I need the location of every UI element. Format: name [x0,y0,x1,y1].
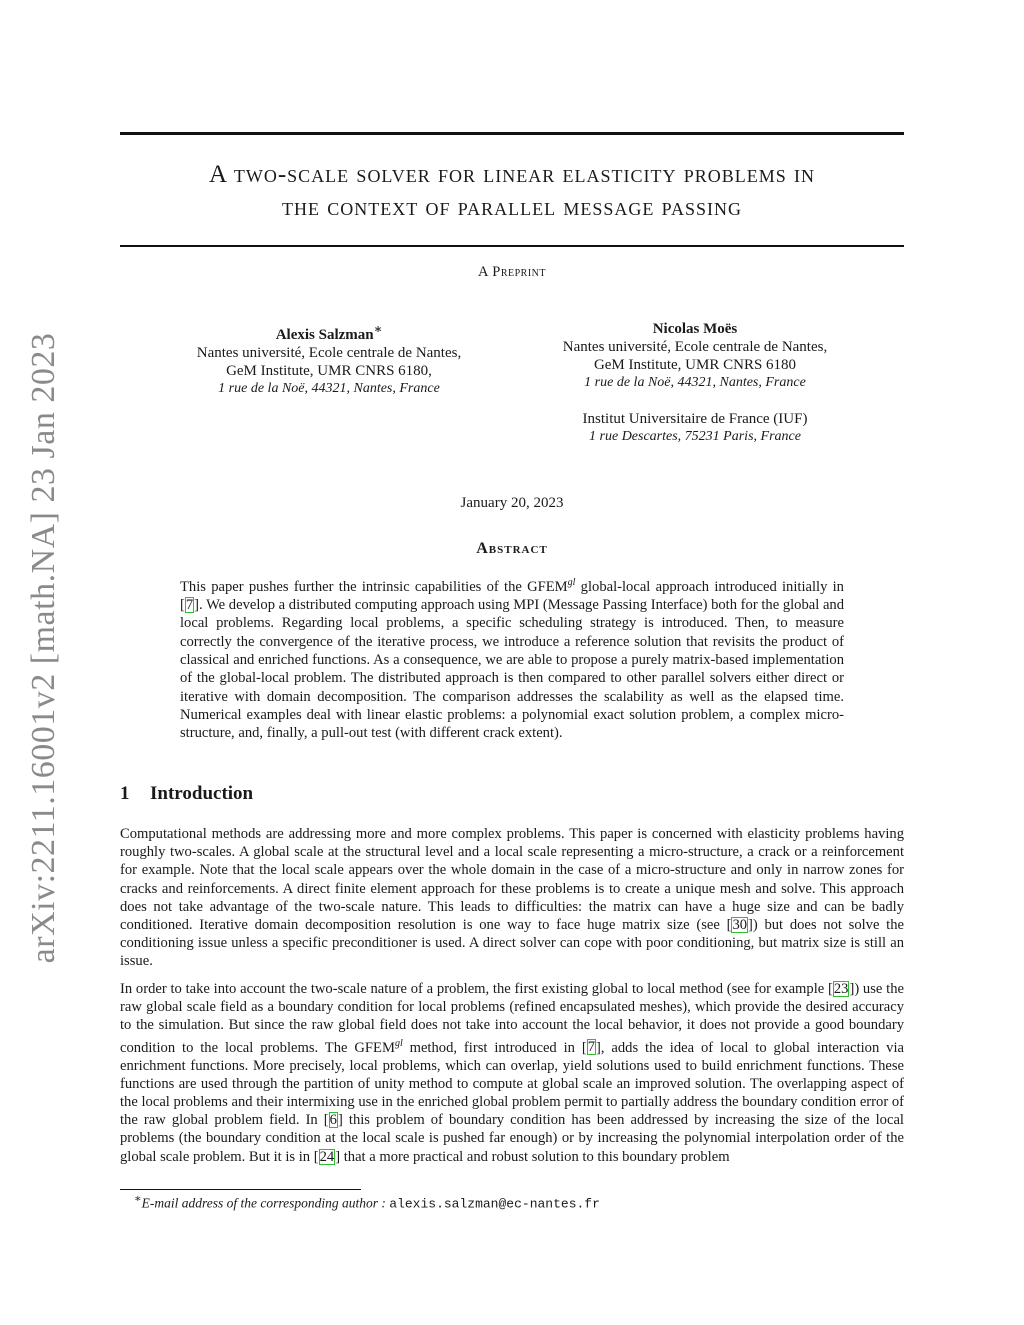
author-affiliation: Nantes université, Ecole centrale de Nantes, [562,339,828,355]
citation-link[interactable]: 30 [732,917,748,934]
section-number: 1 [120,783,130,804]
citation-link[interactable]: 23 [833,981,849,997]
author-name: Alexis Salzman∗ [275,322,383,343]
preprint-label: A Preprint [477,264,547,280]
footnote-rule [120,1189,361,1190]
author-address: 1 rue de la Noë, 44321, Nantes, France [218,381,440,396]
section-title: Introduction [150,783,254,804]
citation-link[interactable]: 24 [319,1148,335,1165]
footnote-marker: ∗ [134,1193,142,1205]
gfem-superscript: gl [567,577,576,588]
author-affiliation: GeM Institute, UMR CNRS 6180 [593,357,797,373]
author-affiliation: Institut Universitaire de France (IUF) [582,411,808,427]
intro-paragraph-1: Computational methods are addressing more and more complex problems. This paper is concerned with elasticity problems having roughly two-scales. A global scale at the structural level and a local scale representing a micro-structure, a crack or a reinforcement for example. Note that the local scale appears over the whole domain in the case of a micro-structure and only in narrow zones for cracks and reinforcements. A direct finite element approach for these problems is to create a unique mesh and solve. This approach does not take advantage of the two-scale nature. This leads to difficulties: the matrix can have a huge size and can be badly conditioned. Iterative domain decomposition resolution is one way to face huge matrix size (see [30]) but does not solve the conditioning issue unless a specific preconditioner is used. A direct solver can cope with poor conditioning, but matrix size is still an issue. [120,826,904,970]
author-block-1 [170,320,488,398]
section-heading [120,783,253,805]
title-line-1: A two-scale solver for linear elasticity problems in [208,161,816,188]
arxiv-identifier: arXiv:2211.16001v2 [math.NA] 23 Jan 2023 [25,332,62,964]
abstract-heading: Abstract [476,540,548,557]
author-address: 1 rue de la Noë, 44321, Nantes, France [584,375,806,390]
author-affiliation: Nantes université, Ecole centrale de Nantes, [196,345,462,361]
citation-link[interactable]: 6 [329,1112,337,1129]
title-bottom-rule [120,245,904,247]
citation-link[interactable]: 7 [587,1039,596,1056]
citation-link[interactable]: 7 [185,597,194,614]
title-line-2: the context of parallel message passing [282,194,742,221]
author-name: Nicolas Moës [652,321,738,337]
author-affiliation: GeM Institute, UMR CNRS 6180, [226,363,432,379]
email-address[interactable]: alexis.salzman@ec-nantes.fr [389,1196,600,1212]
gfem-superscript: gl [394,1037,403,1049]
footnote-marker: ∗ [373,322,383,336]
abstract-text: This paper pushes further the intrinsic capabilities of the $GFEM^{gl}$ global-local approach introduced initially in [7]. We develop a distributed computing approach using MPI (Message Passing Interface) both for the global and local problems. Regarding local problems, a specific scheduling strategy is introduced. Then, to measure correctly the convergence of the iterative process, we introduce a reference solution that revisits the product of classical and enriched functions. As a consequence, we are able to propose a purely matrix-based implementation of the global-local problem. The distributed approach is then compared to other parallel solvers either direct or iterative with domain decomposition. The comparison addresses the scalability as well as the elapsed time. Numerical examples deal with linear elastic problems: a polynomial exact solution problem, a complex micro-structure, and, finally, a pull-out test (with different crack extent). [180,577,845,742]
footnote [120,1192,600,1212]
paper-date: January 20, 2023 [460,495,564,511]
title-top-rule [120,132,904,135]
paper-title [120,158,904,224]
author-address: 1 rue Descartes, 75231 Paris, France [589,429,801,444]
author-block-2 [536,320,854,446]
footnote-label: E-mail address of the corresponding author : [141,1195,390,1211]
intro-paragraph-2: In order to take into account the two-scale nature of a problem, the first existing global to local method (see for example [23]) use the raw global scale field as a boundary condition for local problems (refined encapsulated meshes), which provide the desired accuracy to the simulation. But since the raw global field does not take into account the local behavior, it does not provide a good boundary condition to the local problems. The $GFEM^{gl}$ method, first introduced in [7], adds the idea of local to global interaction via enrichment functions. More precisely, local problems, which can overlap, yield solutions used to build enrichment functions. These functions are used through the partition of unity method to compute at global scale an improved solution. The overlapping aspect of the local problems and their intermixing use in the enriched global problem permit to partially address the boundary condition error of the raw global problem field. In [6] this problem of boundary condition has been addressed by increasing the size of the local problems (the boundary condition at the local scale is pushed far enough) or by increasing the polynomial interpolation order of the global scale problem. But it is in [24] that a more practical and robust solution to this boundary problem [120,981,904,1165]
